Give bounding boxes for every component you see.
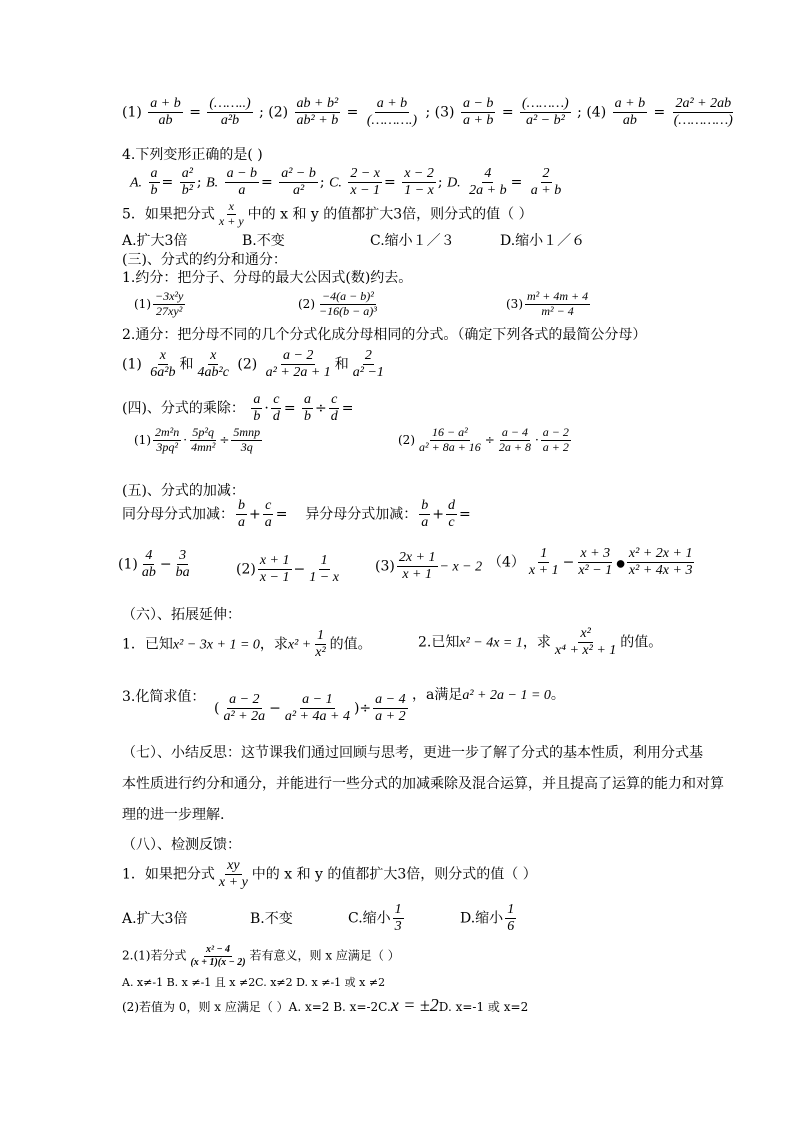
feedback-q2-options: A. x≠-1 B. x ≠-1 且 x ≠2C. x≠2 D. x ≠-1 或 x ≠2 <box>122 976 386 989</box>
section-5-heading: (五)、分式的加减： <box>122 483 245 499</box>
add-ex1: (1) $\frac{4}{ab}$ − $\frac{3}{ba}$ <box>118 548 190 581</box>
common-denominator-definition: 2.通分：把分母不同的几个分式化成分母相同的分式。（确定下列各式的最简公分母） <box>122 327 647 343</box>
q5-option-a: A.扩大3倍 <box>122 233 188 249</box>
reduce-ex3: (3) $\frac{\text{m² + 4m + 4}}{\text{m² − 4}}$ <box>506 289 589 318</box>
common-denominator-ex1: (1) $\frac{x}{\text{6a²b}}$ 和 $\frac{x}{\text{4ab²c}}$ (2) $\frac{a - 2}{\text{a² + 2a + 1}}$ 和 $\frac{2}{\text{a² −1}}$ <box>122 348 384 381</box>
q4-options: A. $\frac{a}{b}$ = $\frac{\text{a²}}{\text{b²}}$ ; B. $\frac{a - b}{a}$ = $\frac{\text{a² − b}}{\text{a²}}$ ; C. $\frac{2 - x}{x - 1}$ = $\frac{x - 2}{1 - x}$ ; D. $\frac{4}{2a + b}$ = $\frac{2}{a + b}$ <box>130 166 562 199</box>
add-subtract-rules: 同分母分式加减： $\frac{b}{a}$ + $\frac{c}{a}$ = 异分母分式加减： $\frac{b}{a}$ + $\frac{d}{c}$ = <box>122 498 471 531</box>
simplify-label: 3.化简求值： <box>122 689 206 705</box>
q5-question: 5．如果把分式 $\frac{x}{x + y}$ 中的 x 和 y 的值都扩大3倍，则分式的值（ ） <box>122 199 533 228</box>
summary-line-2: 本性质进行约分和通分，并能进行一些分式的加减乘除及混合运算，并且提高了运算的能力和对算 <box>122 776 724 792</box>
q5-option-b: B.不变 <box>242 233 285 249</box>
add-ex3: (3) $\frac{2x + 1}{x + 1}$ − x − 2 <box>375 550 483 583</box>
section-3-heading: (三)、分式的约分和通分： <box>122 252 287 268</box>
add-ex2: (2) $\frac{x + 1}{x - 1}$ − $\frac{1}{1 - x}$ <box>236 553 339 586</box>
multiply-ex2: (2) $\frac{\text{16 − a²}}{\text{a² + 8a + 16}}$ ÷ $\frac{a - 4}{2a + 8}$ · $\frac{a - 2}{a + 2}$ <box>398 425 569 454</box>
summary-line-3: 理的进一步理解. <box>122 807 225 823</box>
feedback-q2: 2.(1)若分式 $\frac{\text{x² − 4}}{(x + 1)(x - 2)}$ 若有意义，则 x 应满足（ ） <box>122 944 400 968</box>
multiply-ex1: (1) $\frac{\text{2m²n}}{\text{3pq²}}$ · $\frac{\text{5p²q}}{\text{4mn²}}$ ÷ $\frac{\text{5mnp}}{3q}$ <box>134 425 261 454</box>
add-ex4: （4） $\frac{1}{x + 1}$ − $\frac{x + 3}{\text{x² − 1}}$ ● $\frac{\text{x² + 2x + 1}}{\text{x² + 4x + 3}}$ <box>488 546 693 579</box>
feedback-q1-option-d: D.缩小 $\frac{1}{6}$ <box>460 902 515 935</box>
q3-row: (1) $\frac{a + b}{ab}$ = $\frac{(\dots\dots..)}{\text{a²b}}$ ; (2) $\frac{\text{ab + b²}}{\text{ab² + b}}$ = $\frac{a + b}{(\dots\dots\dots.)}$ ; (3) $\frac{a - b}{a + b}$ = $\frac{(\dots\dots\dots)}{\text{a² − b²}}$ ; (4) $\frac{a + b}{ab}$ = $\frac{\text{2a² + 2ab}}{(\dots\dots\dots\dots)}$ <box>122 96 733 129</box>
q5-option-d: D.缩小１／６ <box>500 233 586 249</box>
extend-problem-2: 2.已知x² − 4x = 1，求 $\frac{\text{x²}}{\text{x⁴ + x² + 1}}$ 的值。 <box>418 626 663 659</box>
reduce-definition: 1.约分：把分子、分母的最大公因式(数)约去。 <box>122 270 413 286</box>
feedback-q1-option-c: C.缩小 $\frac{1}{3}$ <box>348 902 402 935</box>
section-8-heading: （八）、检测反馈： <box>122 837 241 853</box>
reduce-ex2: (2) $\frac{\text{−4(a − b)²}}{\text{−16(b − a)³}}$ <box>298 289 377 318</box>
q5-option-c: C.缩小１／３ <box>370 233 455 249</box>
feedback-q1-option-a: A.扩大3倍 <box>122 911 188 927</box>
section-4-heading: (四)、分式的乘除： $\frac{a}{b}$ · $\frac{c}{d}$ = $\frac{a}{b}$ ÷ $\frac{c}{d}$ = <box>122 392 354 425</box>
reduce-ex1: (1) $\frac{\text{−3x²y}}{\text{27xy²}}$ <box>134 289 184 318</box>
feedback-q1: 1．如果把分式 $\frac{xy}{x + y}$ 中的 x 和 y 的值都扩大3倍，则分式的值（ ） <box>122 858 537 891</box>
section-6-heading: （六）、拓展延伸： <box>122 607 241 623</box>
feedback-q1-option-b: B.不变 <box>250 911 293 927</box>
simplify-expression: ( $\frac{a - 2}{\text{a² + 2a}}$ − $\frac{a - 1}{\text{a² + 4a + 4}}$ )÷ $\frac{a - 4}{a + 2}$ <box>214 692 406 725</box>
q4-title: 4.下列变形正确的是( ) <box>122 147 263 163</box>
feedback-q2-part2: (2)若值为 0，则 x 应满足（ ）A. x=2 B. x=-2C.x = ±2D. x=-1 或 x=2 <box>122 995 529 1015</box>
extend-problem-1: 1．已知x² − 3x + 1 = 0，求x² + $\frac{1}{\text{x²}}$ 的值。 <box>122 628 372 661</box>
summary-line-1: （七）、小结反思：这节课我们通过回顾与思考，更进一步了解了分式的基本性质，利用分式基 <box>122 745 703 761</box>
simplify-condition: ，a满足a² + 2a − 1 = 0。 <box>412 687 565 703</box>
